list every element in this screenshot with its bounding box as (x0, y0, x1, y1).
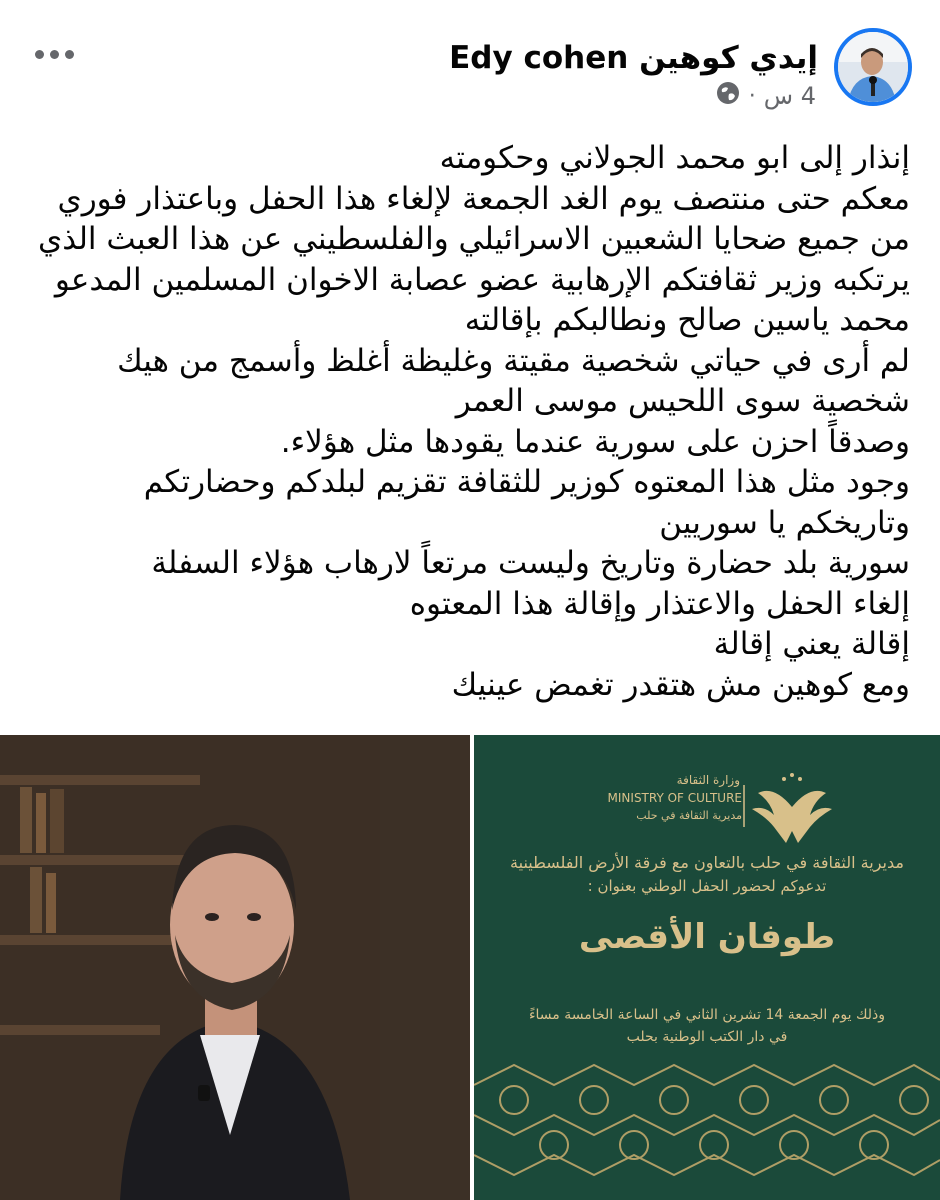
post-text-line: وتاريخكم يا سوريين (659, 504, 910, 541)
post-text-line: لم أرى في حياتي شخصية مقيتة وغليظة أغلظ وأسمج من هيك (117, 342, 910, 379)
man-portrait-image (0, 735, 470, 1200)
post-body (30, 138, 910, 705)
post-text-line: وجود مثل هذا المعتوه كوزير للثقافة تقزيم لبلدكم وحضارتكم (143, 464, 910, 500)
post-text-line: شخصية سوى اللحيس موسى العمر (455, 383, 910, 419)
post-header (0, 22, 940, 118)
post-text-line: محمد ياسين صالح ونطالبكم بإقالته (464, 302, 910, 338)
poster-line-1: مديرية الثقافة في حلب بالتعاون مع فرقة الأرض الفلسطينية (510, 853, 904, 872)
post-text-line: من جميع ضحايا الشعبين الاسرائيلي والفلسطيني عن هذا العبث الذي (37, 221, 910, 257)
profile-photo (838, 32, 908, 102)
poster-ministry-ar: وزارة الثقافة (676, 773, 740, 787)
poster-line-2: تدعوكم لحضور الحفل الوطني بعنوان : (587, 877, 827, 895)
post-text-line: يرتكبه وزير ثقافتكم الإرهابية عضو عصابة الاخوان المسلمين المدعو (54, 261, 910, 298)
more-options-button[interactable] (30, 30, 78, 78)
post-meta (715, 80, 816, 112)
post-text-line: سورية بلد حضارة وتاريخ وليست مرتعاً لارهاب هؤلاء السفلة (151, 545, 910, 581)
meta-separator: · (748, 83, 756, 109)
event-poster[interactable] (474, 735, 940, 1200)
post-timestamp[interactable]: 4 س (763, 82, 816, 110)
poster-directorate: مديرية الثقافة في حلب (636, 809, 742, 822)
poster-line-4: في دار الكتب الوطنية بحلب (626, 1029, 788, 1045)
poster-line-3: وذلك يوم الجمعة 14 تشرين الثاني في الساعة الخامسة مساءً (528, 1007, 886, 1023)
post-photo[interactable] (0, 735, 470, 1200)
post-media (0, 735, 940, 1200)
post-text-line: معكم حتى منتصف يوم الغد الجمعة لإلغاء هذا الحفل وباعتذار فوري (57, 180, 910, 217)
globe-icon[interactable] (715, 80, 741, 112)
post-text-line: إلغاء الحفل والاعتذار وإقالة هذا المعتوه (409, 585, 910, 622)
post-text-line: وصدقاً احزن على سورية عندما يقودها مثل هؤلاء. (280, 423, 910, 460)
avatar[interactable] (834, 28, 912, 106)
more-options-icon (35, 50, 44, 59)
post-text-line: إنذار إلى ابو محمد الجولاني وحكومته (439, 140, 910, 176)
author-name[interactable]: إيدي كوهين Edy cohen (449, 40, 818, 76)
poster-title: طوفان الأقصى (578, 917, 836, 957)
post-text-line: إقالة يعني إقالة (713, 626, 910, 662)
post-text-line: ومع كوهين مش هتقدر تغمض عينيك (451, 666, 910, 703)
poster-ministry-en: MINISTRY OF CULTURE (607, 791, 742, 805)
